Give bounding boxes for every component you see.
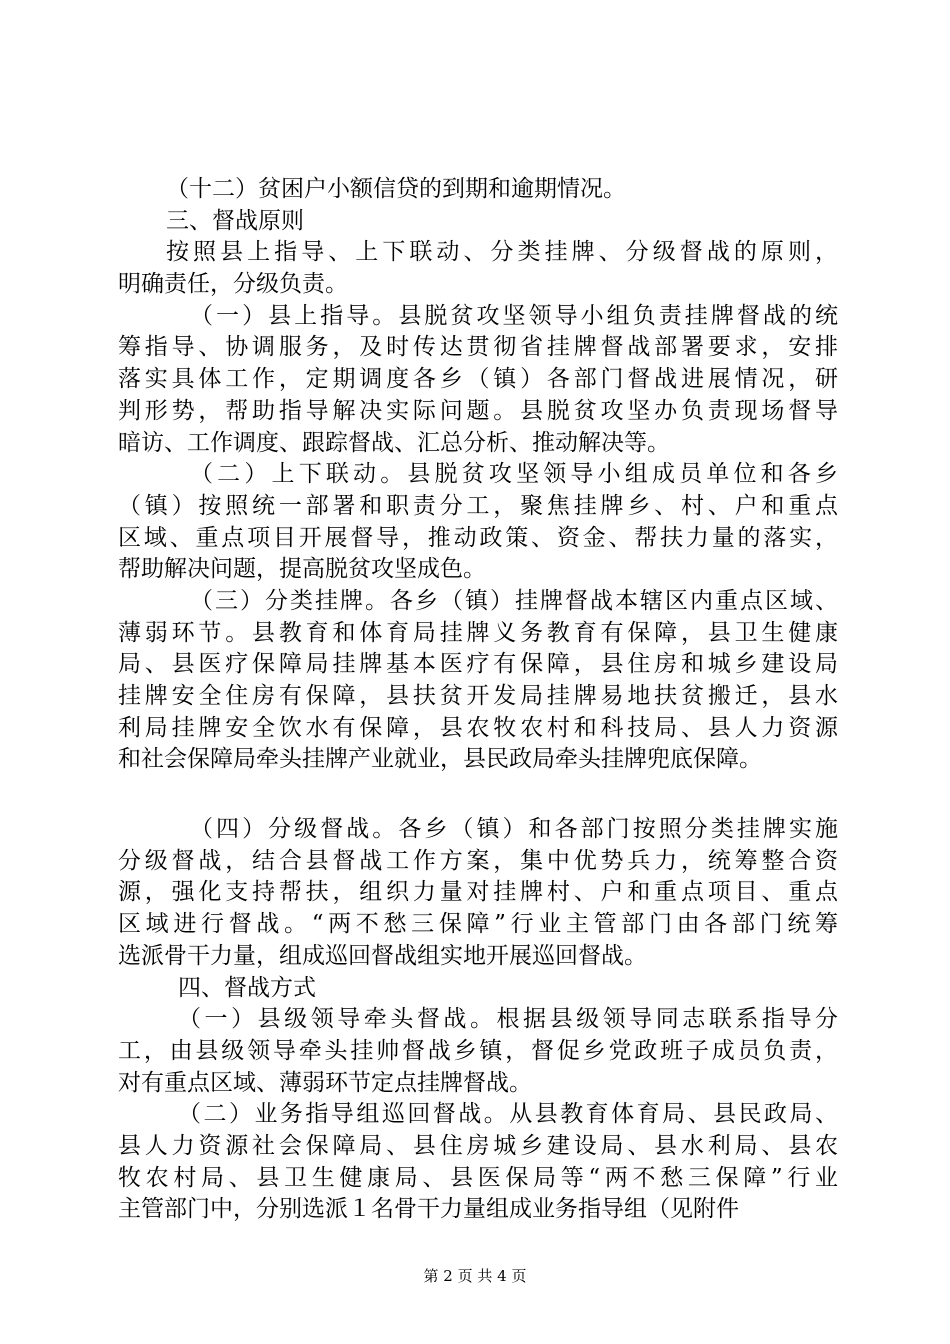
- text-line: 选派骨干力量，组成巡回督战组实地开展巡回督战。: [118, 942, 647, 969]
- text-line: 四、督战方式: [178, 974, 316, 1001]
- text-line: （镇）按照统一部署和职责分工，聚焦挂牌乡、村、户和重点: [118, 492, 838, 519]
- text-line: 明确责任，分级负责。: [118, 271, 348, 298]
- text-line: （一）县上指导。县脱贫攻坚领导小组负责挂牌督战的统: [190, 302, 838, 329]
- text-line: 区域、重点项目开展督导，推动政策、资金、帮扶力量的落实，: [118, 524, 838, 551]
- text-line: 对有重点区域、薄弱环节定点挂牌督战。: [118, 1069, 532, 1096]
- text-line: 按照县上指导、上下联动、分类挂牌、分级督战的原则，: [166, 239, 838, 266]
- text-line: （二）业务指导组巡回督战。从县教育体育局、县民政局、: [178, 1101, 838, 1128]
- paragraph: [118, 237, 838, 300]
- text-line: （十二）贫困户小额信贷的到期和逾期情况。: [166, 176, 626, 202]
- paragraph: [118, 174, 838, 206]
- text-line: 落实具体工作，定期调度各乡（镇）各部门督战进展情况，研: [118, 366, 838, 393]
- text-line: （三）分类挂牌。各乡（镇）挂牌督战本辖区内重点区域、: [190, 587, 838, 614]
- text-line: 判形势，帮助指导解决实际问题。县脱贫攻坚办负责现场督导: [118, 397, 838, 424]
- paragraph: [118, 206, 838, 238]
- text-line: 区域进行督战。“两不愁三保障”行业主管部门由各部门统筹: [118, 911, 838, 938]
- paragraph: [118, 459, 838, 586]
- text-line: 县人力资源社会保障局、县住房城乡建设局、县水利局、县农: [118, 1132, 838, 1159]
- text-line: 局、县医疗保障局挂牌基本医疗有保障，县住房和城乡建设局: [118, 651, 838, 678]
- text-line: 和社会保障局牵头挂牌产业就业，县民政局牵头挂牌兜底保障。: [118, 746, 762, 773]
- text-line: 利局挂牌安全饮水有保障，县农牧农村和科技局、县人力资源: [118, 714, 838, 741]
- text-line: 三、督战原则: [166, 207, 304, 234]
- paragraph: [118, 814, 838, 972]
- paragraph: [118, 586, 838, 776]
- paragraph: [118, 301, 838, 459]
- text-line: 挂牌安全住房有保障，县扶贫开发局挂牌易地扶贫搬迁，县水: [118, 683, 838, 709]
- text-line: 帮助解决问题，提高脱贫攻坚成色。: [118, 556, 486, 583]
- text-line: 薄弱环节。县教育和体育局挂牌义务教育有保障，县卫生健康: [118, 619, 838, 646]
- paragraph: [118, 1099, 838, 1226]
- page-footer: 第 2 页 共 4 页: [423, 1267, 527, 1285]
- text-line: 主管部门中，分别选派１名骨干力量组成业务指导组（见附件: [118, 1196, 739, 1223]
- text-line: 工，由县级领导牵头挂帅督战乡镇，督促乡党政班子成员负责，: [118, 1037, 838, 1064]
- text-line: （一）县级领导牵头督战。根据县级领导同志联系指导分: [178, 1006, 838, 1033]
- text-line: 源，强化支持帮扶，组织力量对挂牌村、户和重点项目、重点: [118, 879, 838, 906]
- text-line: 暗访、工作调度、跟踪督战、汇总分析、推动解决等。: [118, 429, 670, 456]
- text-line: 分级督战，结合县督战工作方案，集中优势兵力，统筹整合资: [118, 847, 838, 874]
- document-body: [118, 174, 838, 1226]
- paragraph: [118, 1004, 838, 1099]
- paragraph-spacer: [118, 776, 838, 814]
- text-line: 牧农村局、县卫生健康局、县医保局等“两不愁三保障”行业: [118, 1164, 838, 1191]
- text-line: 筹指导、协调服务，及时传达贯彻省挂牌督战部署要求，安排: [118, 334, 838, 361]
- paragraph: [118, 973, 838, 1005]
- text-line: （二）上下联动。县脱贫攻坚领导小组成员单位和各乡: [190, 461, 838, 488]
- text-line: （四）分级督战。各乡（镇）和各部门按照分类挂牌实施: [190, 816, 838, 843]
